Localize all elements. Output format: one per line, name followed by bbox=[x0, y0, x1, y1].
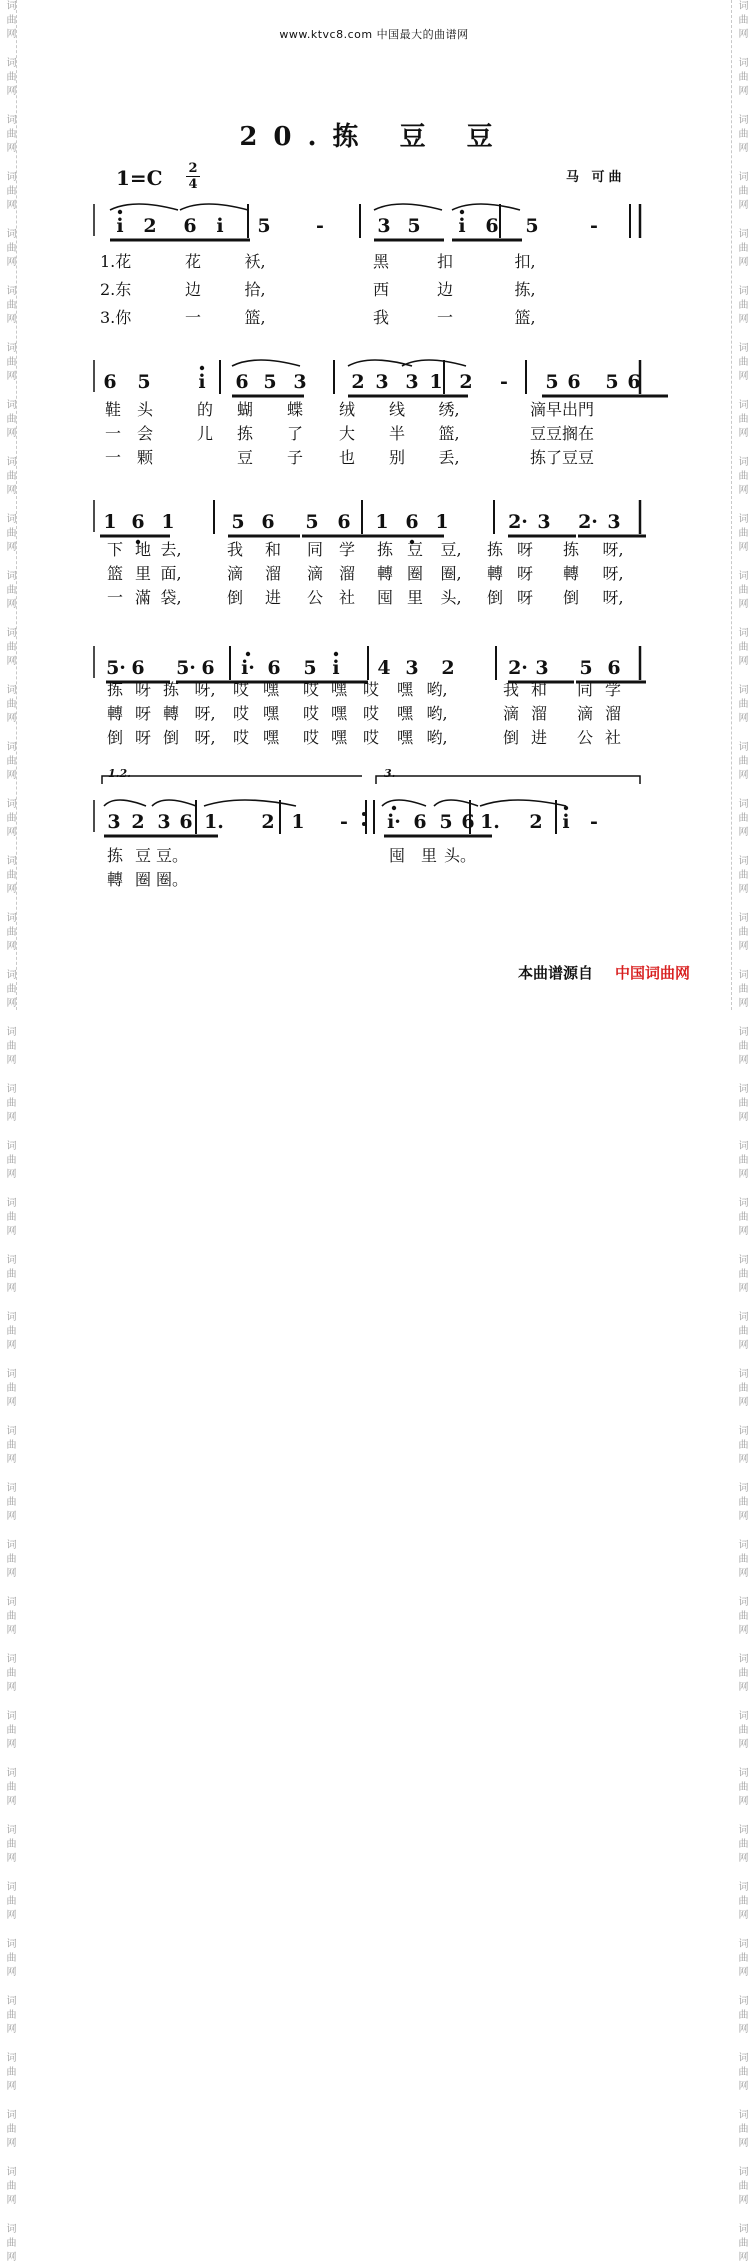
lyric-syllable: 倒 bbox=[486, 588, 503, 607]
note: 6 bbox=[567, 371, 581, 393]
lyric-syllable: 嘿 bbox=[330, 704, 347, 723]
header-site: 中国最大的曲谱网 bbox=[376, 28, 469, 41]
lyric-syllable: 社 bbox=[604, 728, 621, 747]
lyric-line-verse-2 bbox=[100, 868, 640, 892]
lyric-syllable: 轉 bbox=[162, 704, 179, 723]
lyric-syllable: 社 bbox=[338, 588, 355, 607]
lyric-syllable: 哎 bbox=[302, 704, 319, 723]
note-extension: - bbox=[316, 215, 324, 237]
note: 2 bbox=[459, 371, 473, 393]
lyric-syllable: 边 bbox=[184, 280, 201, 299]
lyric-syllable: 去, bbox=[160, 540, 182, 559]
lyric-syllable: 呀 bbox=[134, 704, 151, 723]
lyric-syllable: 哟, bbox=[426, 704, 448, 723]
note: i· bbox=[241, 657, 255, 679]
note: 3 bbox=[537, 511, 551, 533]
lyric-syllable: 子 bbox=[286, 448, 303, 467]
footer-source: 本曲谱源自 bbox=[518, 964, 594, 982]
watermark-header bbox=[0, 26, 748, 42]
watermark-footer bbox=[518, 962, 690, 983]
lyric-syllable: 和 bbox=[530, 680, 547, 699]
lyric-syllable: 拣 bbox=[376, 540, 393, 559]
time-signature bbox=[186, 162, 200, 191]
lyric-syllable: 呀 bbox=[516, 564, 533, 583]
lyric-syllable: 花 bbox=[184, 252, 201, 271]
lyric-syllable: 呀, bbox=[194, 680, 216, 699]
lyric-syllable: 1.花 bbox=[100, 252, 132, 271]
slur bbox=[434, 800, 478, 806]
note: 6 bbox=[131, 657, 145, 679]
note: 1. bbox=[204, 811, 224, 833]
lyric-syllable: 同 bbox=[306, 540, 323, 559]
note: 5 bbox=[305, 511, 319, 533]
slur bbox=[104, 800, 146, 806]
lyric-line-verse-3 bbox=[100, 446, 640, 470]
lyric-syllable: 学 bbox=[604, 680, 621, 699]
note: 6 bbox=[461, 811, 475, 833]
lyric-syllable: 哎 bbox=[302, 728, 319, 747]
lyric-syllable: 同 bbox=[576, 680, 593, 699]
lyric-syllable: 了 bbox=[286, 424, 303, 443]
lyric-syllable: 哟, bbox=[426, 680, 448, 699]
lyric-syllable: 扣, bbox=[514, 252, 536, 271]
lyric-syllable: 大 bbox=[338, 424, 355, 443]
note: 3 bbox=[293, 371, 307, 393]
lyric-syllable: 溜 bbox=[264, 564, 281, 583]
note-extension: - bbox=[590, 811, 598, 833]
note: 2· bbox=[578, 511, 598, 533]
lyric-syllable: 拣了豆豆 bbox=[530, 448, 595, 467]
note: 3 bbox=[535, 657, 549, 679]
note: 5 bbox=[303, 657, 317, 679]
staff-system bbox=[100, 200, 640, 250]
lyric-syllable: 一 bbox=[104, 424, 121, 443]
staff-system bbox=[100, 767, 640, 846]
lyric-syllable: 倒 bbox=[226, 588, 243, 607]
lyric-syllable: 我 bbox=[372, 308, 389, 327]
slur bbox=[232, 360, 300, 366]
key-signature: 1=C bbox=[116, 166, 163, 190]
note: 1 bbox=[435, 511, 449, 533]
lyric-syllable: 篮, bbox=[244, 308, 266, 327]
note: 5 bbox=[257, 215, 271, 237]
song-title: 20.拣 豆 豆 bbox=[239, 122, 509, 152]
lyric-syllable: 呀, bbox=[602, 564, 624, 583]
lyric-syllable: 嘿 bbox=[330, 680, 347, 699]
lyric-syllable: 圈, bbox=[440, 564, 462, 583]
lyric-syllable: 我 bbox=[226, 540, 243, 559]
note: 6 bbox=[103, 371, 117, 393]
lyric-syllable: 呀 bbox=[134, 680, 151, 699]
lyric-syllable: 哎 bbox=[362, 680, 379, 699]
note: 5 bbox=[605, 371, 619, 393]
note: 1. bbox=[480, 811, 500, 833]
lyric-syllable: 圈 bbox=[134, 870, 151, 889]
lyric-syllable: 呀 bbox=[134, 728, 151, 747]
lyric-syllable: 下 bbox=[106, 540, 123, 559]
lyric-syllable: 倒 bbox=[502, 728, 519, 747]
lyric-syllable: 一 bbox=[184, 308, 201, 327]
lyric-line-verse-3 bbox=[100, 306, 640, 330]
lyric-syllable: 豆 bbox=[236, 448, 253, 467]
note: 1 bbox=[375, 511, 389, 533]
note: 3 bbox=[157, 811, 171, 833]
note: i bbox=[562, 811, 570, 833]
lyric-syllable: 滴 bbox=[226, 564, 243, 583]
lyric-syllable: 豆。 bbox=[156, 846, 189, 865]
slur bbox=[452, 204, 520, 210]
lyric-syllable: 呀 bbox=[516, 588, 533, 607]
lyric-syllable: 一 bbox=[104, 448, 121, 467]
note: 6 bbox=[131, 511, 145, 533]
note-extension: - bbox=[500, 371, 508, 393]
lyric-syllable: 哎 bbox=[362, 704, 379, 723]
note: 2 bbox=[351, 371, 365, 393]
lyric-syllable: 滴 bbox=[576, 704, 593, 723]
volta-label-2: 3. bbox=[384, 767, 396, 780]
lyric-syllable: 扣 bbox=[436, 252, 453, 271]
lyric-syllable: 2.东 bbox=[100, 280, 132, 299]
lyric-syllable: 3.你 bbox=[100, 308, 132, 327]
note: 2 bbox=[143, 215, 157, 237]
time-signature-top: 2 bbox=[186, 162, 200, 177]
lyric-syllable: 嘿 bbox=[262, 680, 279, 699]
note: 3 bbox=[405, 371, 419, 393]
lyric-line-verse-2 bbox=[100, 278, 640, 302]
lyric-line-verse-1 bbox=[100, 844, 640, 868]
lyric-syllable: 豆豆搁在 bbox=[530, 424, 595, 443]
lyric-syllable: 篮, bbox=[514, 308, 536, 327]
note: 5 bbox=[231, 511, 245, 533]
lyric-syllable: 呀, bbox=[194, 728, 216, 747]
lyric-syllable: 里 bbox=[134, 564, 151, 583]
lyric-syllable: 嘿 bbox=[330, 728, 347, 747]
lyric-syllable: 倒 bbox=[562, 588, 579, 607]
footer-site: 中国词曲网 bbox=[615, 964, 691, 982]
note: 4 bbox=[377, 657, 391, 679]
time-signature-bottom: 4 bbox=[188, 177, 198, 192]
note: 6 bbox=[235, 371, 249, 393]
lyric-syllable: 滿 bbox=[134, 588, 151, 607]
lyric-syllable: 溜 bbox=[338, 564, 355, 583]
note-extension: - bbox=[590, 215, 598, 237]
lyric-syllable: 呀, bbox=[602, 588, 624, 607]
lyric-syllable: 一 bbox=[436, 308, 453, 327]
lyric-syllable: 边 bbox=[436, 280, 453, 299]
lyric-syllable: 倒 bbox=[162, 728, 179, 747]
lyric-syllable: 轉 bbox=[486, 564, 503, 583]
lyric-syllable: 西 bbox=[372, 280, 389, 299]
note: 5 bbox=[263, 371, 277, 393]
lyric-line-verse-1 bbox=[100, 398, 640, 422]
lyric-syllable: 圈 bbox=[406, 564, 423, 583]
note: i bbox=[198, 371, 206, 393]
lyric-syllable: 豆 bbox=[406, 540, 423, 559]
note: 3 bbox=[375, 371, 389, 393]
repeat-dot bbox=[362, 822, 366, 826]
note: i bbox=[458, 215, 466, 237]
lyric-syllable: 进 bbox=[530, 728, 547, 747]
note: 3 bbox=[377, 215, 391, 237]
note: 6 bbox=[627, 371, 641, 393]
lyric-syllable: 篮 bbox=[106, 564, 123, 583]
note: 2· bbox=[508, 657, 528, 679]
lyric-syllable: 倒 bbox=[106, 728, 123, 747]
lyric-syllable: 豆 bbox=[134, 846, 151, 865]
lyric-syllable: 圈。 bbox=[156, 870, 189, 889]
note: 5 bbox=[407, 215, 421, 237]
slur bbox=[382, 800, 426, 806]
note: i bbox=[332, 657, 340, 679]
lyric-syllable: 嘿 bbox=[396, 704, 413, 723]
volta-label-1: 1.2. bbox=[108, 767, 131, 780]
lyric-syllable: 哟, bbox=[426, 728, 448, 747]
note: 3 bbox=[405, 657, 419, 679]
note: 2 bbox=[131, 811, 145, 833]
lyric-syllable: 蝶 bbox=[286, 400, 303, 419]
lyric-syllable: 哎 bbox=[232, 704, 249, 723]
note: i bbox=[216, 215, 224, 237]
note: 6 bbox=[183, 215, 197, 237]
lyric-syllable: 嘿 bbox=[396, 680, 413, 699]
lyric-syllable: 会 bbox=[136, 424, 153, 443]
lyric-syllable: 面, bbox=[160, 564, 182, 583]
slur bbox=[480, 800, 566, 806]
note: 6 bbox=[607, 657, 621, 679]
note-extension: - bbox=[340, 811, 348, 833]
lyric-syllable: 嘿 bbox=[262, 704, 279, 723]
lyric-syllable: 和 bbox=[264, 540, 281, 559]
note: 2 bbox=[441, 657, 455, 679]
lyric-line-verse-3 bbox=[100, 726, 640, 750]
lyric-syllable: 半 bbox=[388, 424, 405, 443]
lyric-syllable: 哎 bbox=[302, 680, 319, 699]
lyric-syllable: 线 bbox=[388, 400, 405, 419]
note: 5 bbox=[439, 811, 453, 833]
lyric-syllable: 嘿 bbox=[262, 728, 279, 747]
lyric-syllable: 哎 bbox=[232, 728, 249, 747]
lyric-syllable: 袄, bbox=[244, 252, 266, 271]
note: 6 bbox=[267, 657, 281, 679]
lyric-syllable: 里 bbox=[406, 588, 423, 607]
lyric-syllable: 溜 bbox=[604, 704, 621, 723]
note: 6 bbox=[405, 511, 419, 533]
note: 1 bbox=[103, 511, 117, 533]
lyric-line-verse-2 bbox=[100, 702, 640, 726]
staff-lines bbox=[90, 200, 650, 256]
note: 1 bbox=[161, 511, 175, 533]
lyric-syllable: 我 bbox=[502, 680, 519, 699]
lyric-syllable: 轉 bbox=[562, 564, 579, 583]
lyric-syllable: 颗 bbox=[136, 448, 153, 467]
lyric-syllable: 头。 bbox=[444, 846, 477, 865]
lyric-syllable: 豆, bbox=[440, 540, 462, 559]
lyric-syllable: 囤 bbox=[376, 588, 393, 607]
lyric-syllable: 拣 bbox=[162, 680, 179, 699]
note: 1 bbox=[429, 371, 443, 393]
slur bbox=[110, 204, 178, 210]
lyric-syllable: 篮, bbox=[438, 424, 460, 443]
note: 5 bbox=[545, 371, 559, 393]
note: 2· bbox=[508, 511, 528, 533]
lyric-syllable: 轉 bbox=[106, 704, 123, 723]
note: 5 bbox=[137, 371, 151, 393]
lyric-syllable: 呀, bbox=[194, 704, 216, 723]
volta-bracket-2 bbox=[376, 776, 640, 784]
lyric-syllable: 别 bbox=[388, 448, 405, 467]
watermark-side-right: 词曲网 词曲网 词曲网 词曲网 词曲网 词曲网 词曲网 词曲网 词曲网 词曲网 词曲网 词曲网 词曲网 词曲网 词曲网 词曲网 词曲网 词曲网 词曲网 词曲网 词曲网 词曲网 词曲网 词曲网 词曲网 词曲网 词曲网 词曲网 词曲网 词曲网 词曲网 词曲网 词曲网 词曲网 词曲网 词曲网 词曲网 词曲网 词曲网 词曲网 bbox=[731, 0, 748, 1010]
repeat-dot bbox=[362, 812, 366, 816]
lyric-syllable: 公 bbox=[576, 728, 593, 747]
note: 6 bbox=[337, 511, 351, 533]
lyric-syllable: 学 bbox=[338, 540, 355, 559]
note: i· bbox=[387, 811, 401, 833]
lyric-syllable: 儿 bbox=[196, 424, 213, 443]
note: 5 bbox=[579, 657, 593, 679]
lyric-syllable: 呀 bbox=[516, 540, 533, 559]
slur bbox=[204, 800, 296, 806]
note: 6 bbox=[179, 811, 193, 833]
lyric-syllable: 轉 bbox=[106, 870, 123, 889]
lyric-syllable: 拾, bbox=[244, 280, 266, 299]
lyric-syllable: 里 bbox=[420, 846, 437, 865]
lyric-syllable: 头 bbox=[136, 400, 153, 419]
lyric-syllable: 拣 bbox=[106, 846, 123, 865]
note: 2 bbox=[529, 811, 543, 833]
lyric-syllable: 轉 bbox=[376, 564, 393, 583]
note: 2 bbox=[261, 811, 275, 833]
note: 6 bbox=[201, 657, 215, 679]
lyric-syllable: 黑 bbox=[372, 252, 389, 271]
lyric-syllable: 拣, bbox=[514, 280, 536, 299]
lyric-syllable: 滴早出門 bbox=[530, 400, 595, 419]
slur bbox=[374, 204, 442, 210]
lyric-syllable: 绒 bbox=[338, 400, 355, 419]
slur bbox=[180, 204, 248, 210]
slur bbox=[152, 800, 196, 806]
lyric-syllable: 鞋 bbox=[104, 400, 121, 419]
lyric-syllable: 拣 bbox=[486, 540, 503, 559]
lyric-syllable: 拣 bbox=[562, 540, 579, 559]
note: 5 bbox=[525, 215, 539, 237]
note: 6 bbox=[261, 511, 275, 533]
note: 5· bbox=[106, 657, 126, 679]
lyric-line-verse-2 bbox=[100, 422, 640, 446]
lyric-syllable: 囤 bbox=[388, 846, 405, 865]
lyric-syllable: 进 bbox=[264, 588, 281, 607]
note: 6 bbox=[413, 811, 427, 833]
lyric-syllable: 溜 bbox=[530, 704, 547, 723]
header-url: www.ktvc8.com bbox=[279, 28, 373, 41]
lyric-syllable: 头, bbox=[440, 588, 462, 607]
lyric-syllable: 蝴 bbox=[236, 400, 253, 419]
lyric-syllable: 拣 bbox=[236, 424, 253, 443]
note: 3 bbox=[607, 511, 621, 533]
note: 1 bbox=[291, 811, 305, 833]
lyric-syllable: 滴 bbox=[306, 564, 323, 583]
lyric-syllable: 丢, bbox=[438, 448, 460, 467]
composer-credit: 马 可曲 bbox=[566, 170, 626, 185]
note: i bbox=[116, 215, 124, 237]
lyric-line-verse-1 bbox=[100, 538, 640, 562]
note: 3 bbox=[107, 811, 121, 833]
note: 6 bbox=[485, 215, 499, 237]
lyric-syllable: 绣, bbox=[438, 400, 460, 419]
lyric-syllable: 滴 bbox=[502, 704, 519, 723]
lyric-line-verse-3 bbox=[100, 586, 640, 610]
lyric-syllable: 的 bbox=[196, 400, 213, 419]
lyric-syllable: 嘿 bbox=[396, 728, 413, 747]
lyric-line-verse-1 bbox=[100, 678, 640, 702]
lyric-syllable: 一 bbox=[106, 588, 123, 607]
lyric-syllable: 呀, bbox=[602, 540, 624, 559]
lyric-syllable: 拣 bbox=[106, 680, 123, 699]
lyric-syllable: 也 bbox=[338, 448, 355, 467]
lyric-syllable: 袋, bbox=[160, 588, 182, 607]
lyric-syllable: 哎 bbox=[232, 680, 249, 699]
note: 5· bbox=[176, 657, 196, 679]
lyric-syllable: 哎 bbox=[362, 728, 379, 747]
watermark-side-left: 词曲网 词曲网 词曲网 词曲网 词曲网 词曲网 词曲网 词曲网 词曲网 词曲网 词曲网 词曲网 词曲网 词曲网 词曲网 词曲网 词曲网 词曲网 词曲网 词曲网 词曲网 词曲网 词曲网 词曲网 词曲网 词曲网 词曲网 词曲网 词曲网 词曲网 词曲网 词曲网 词曲网 词曲网 词曲网 词曲网 词曲网 词曲网 词曲网 词曲网 bbox=[0, 0, 17, 1010]
lyric-line-verse-1 bbox=[100, 250, 640, 274]
lyric-syllable: 地 bbox=[134, 540, 151, 559]
lyric-syllable: 公 bbox=[306, 588, 323, 607]
lyric-line-verse-2 bbox=[100, 562, 640, 586]
